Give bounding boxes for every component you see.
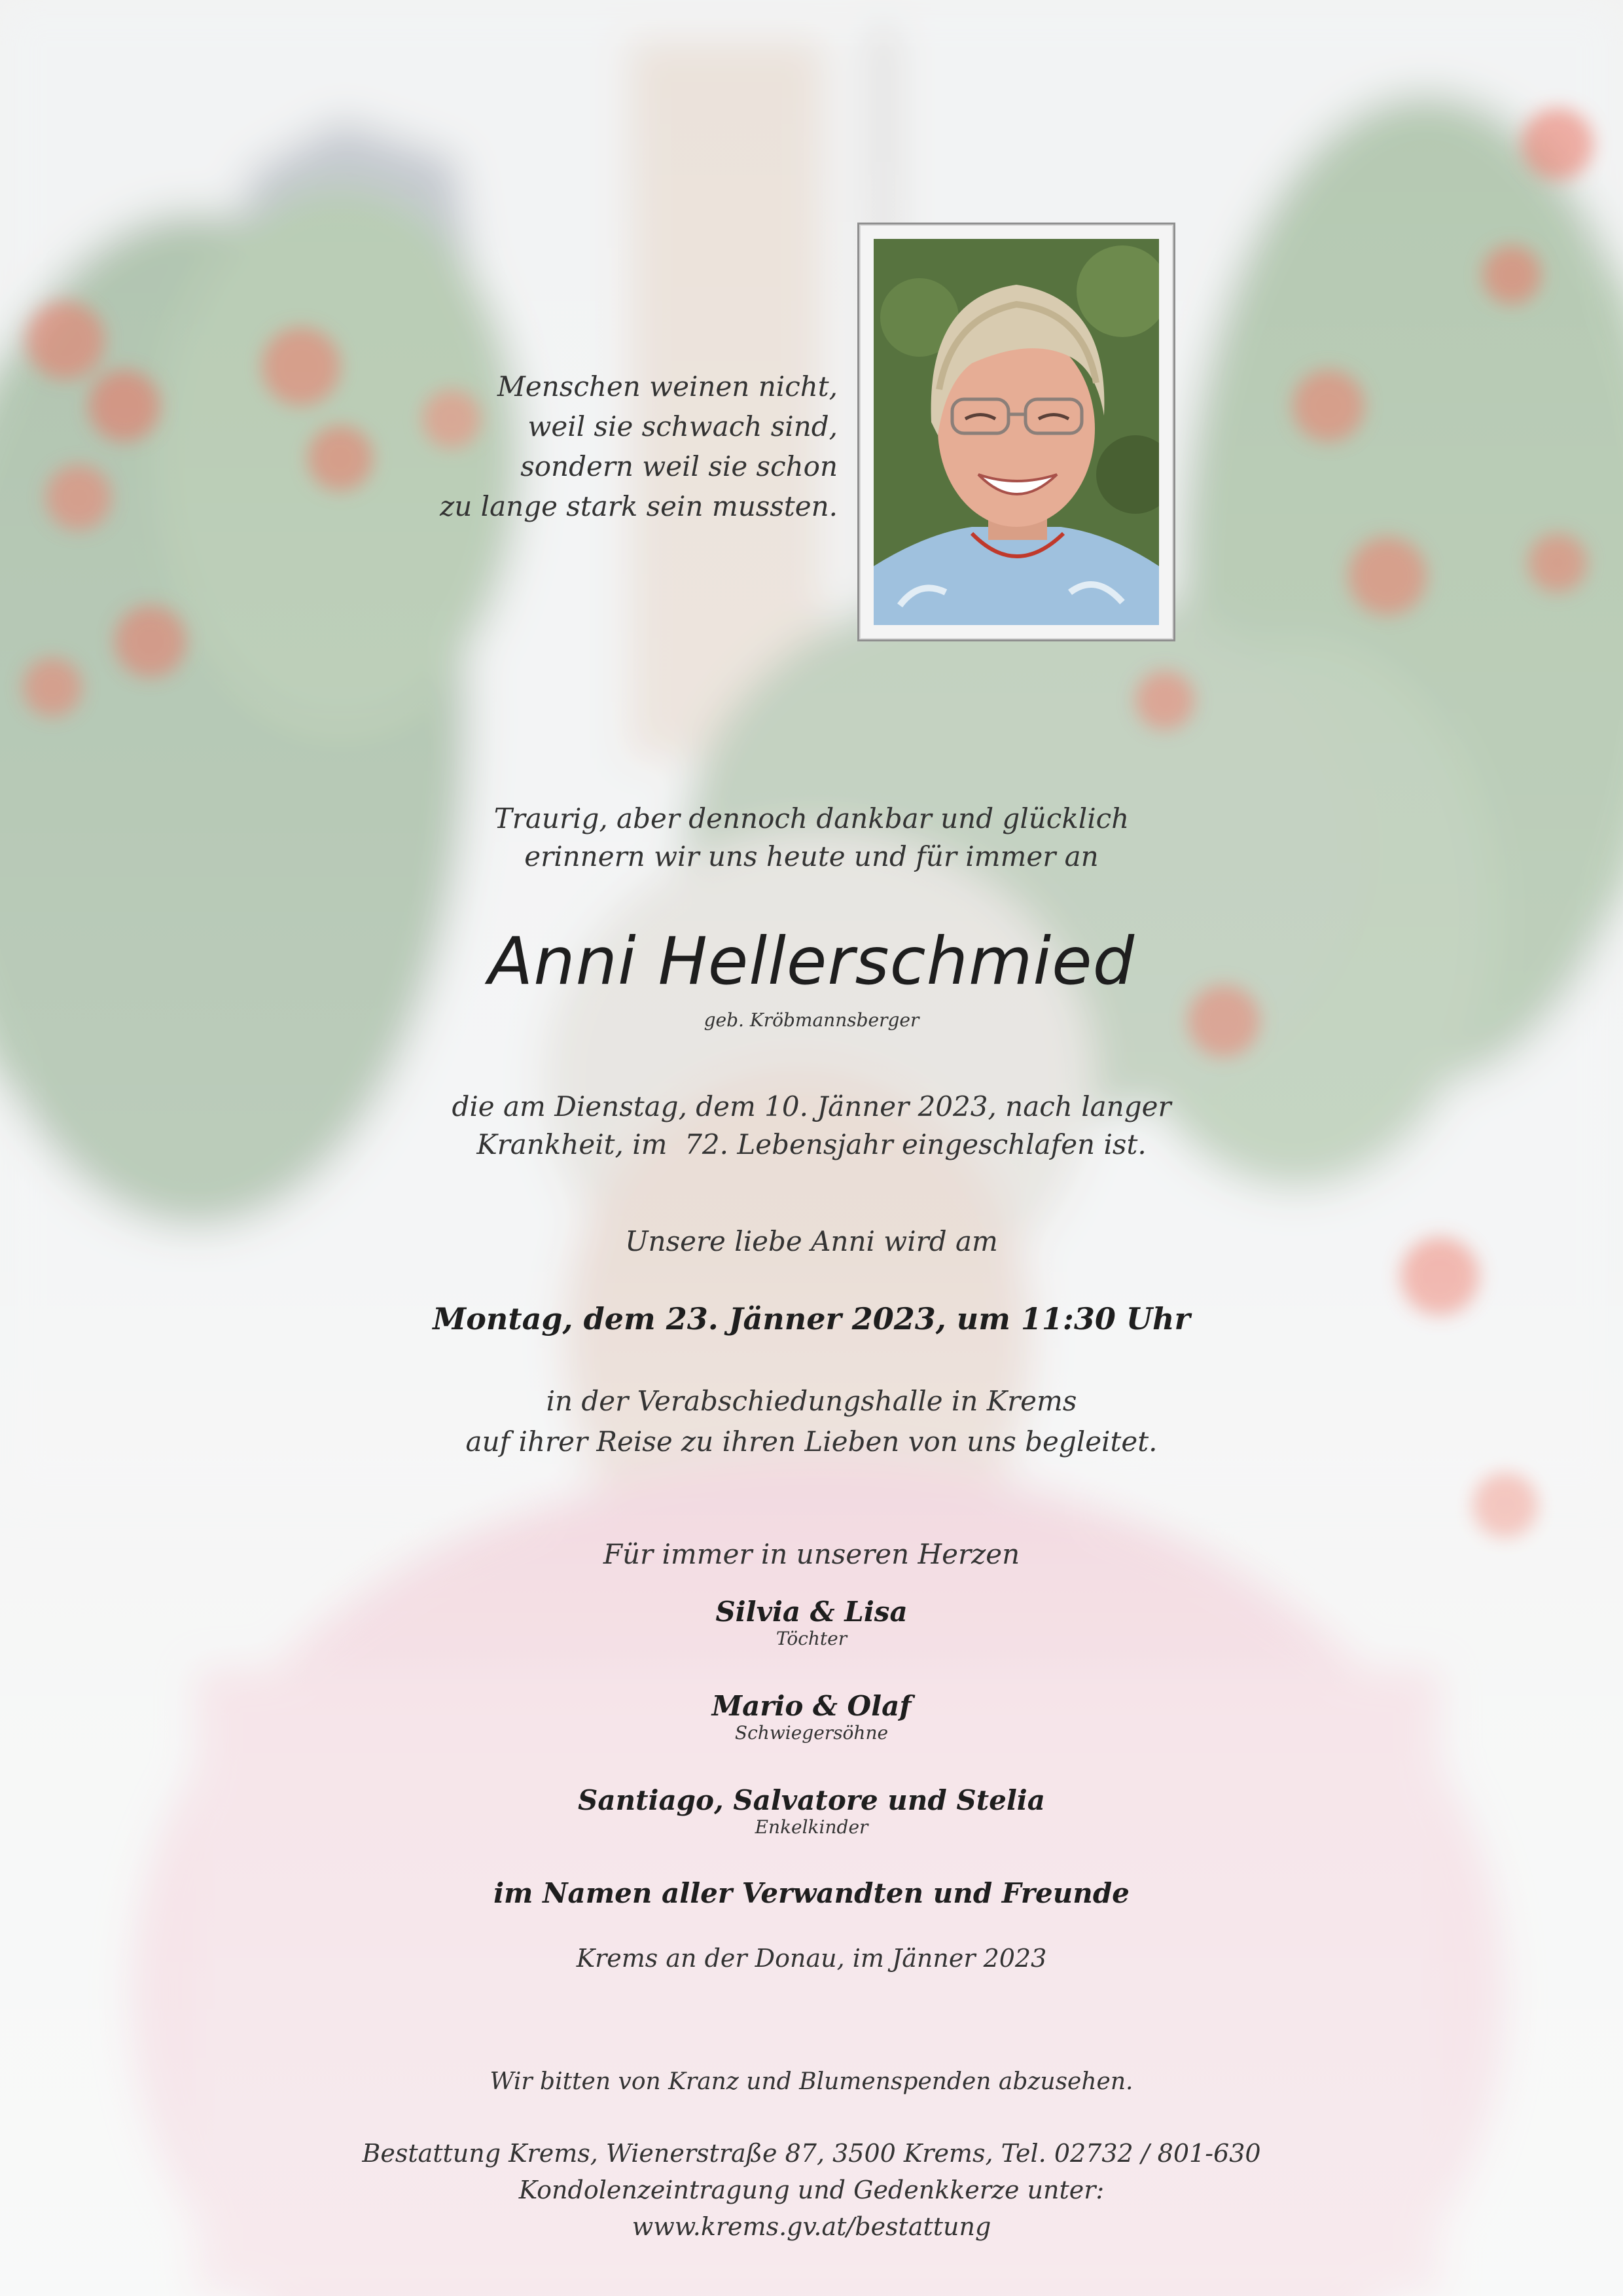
footer-website-link[interactable]: www.krems.gv.at/bestattung	[632, 2212, 991, 2241]
intro-line: erinnern wir uns heute und für immer an	[524, 840, 1099, 872]
ceremony-venue	[0, 1381, 1623, 1462]
death-notice-line: Krankheit, im 72. Lebensjahr eingeschlafen ist.	[476, 1128, 1147, 1160]
quote-line: weil sie schwach sind,	[527, 410, 838, 442]
footer-condolence: Kondolenzeintragung und Gedenkkerze unter:	[518, 2176, 1105, 2204]
quote-line: sondern weil sie schon	[520, 450, 838, 482]
maiden-name: geb. Kröbmannsberger	[704, 1009, 919, 1031]
mourner-relation: Schwiegersöhne	[734, 1722, 889, 1744]
portrait-photo	[874, 239, 1159, 625]
mourner-relation: Töchter	[776, 1628, 847, 1649]
flower-request: Wir bitten von Kranz und Blumenspenden abzusehen.	[490, 2068, 1133, 2095]
intro-text	[0, 800, 1623, 876]
death-notice	[0, 1088, 1623, 1164]
venue-line: auf ihrer Reise zu ihren Lieben von uns begleitet.	[465, 1426, 1158, 1458]
closing-line: Für immer in unseren Herzen	[603, 1538, 1020, 1570]
quote-line: zu lange stark sein mussten.	[440, 490, 838, 522]
mourner-group	[0, 1690, 1623, 1744]
intro-line: Traurig, aber dennoch dankbar und glücklich	[493, 802, 1130, 834]
venue-line: in der Verabschiedungshalle in Krems	[546, 1385, 1077, 1417]
mourner-group	[0, 1596, 1623, 1649]
footer-address: Bestattung Krems, Wienerstraße 87, 3500 Krems, Tel. 02732 / 801-630	[362, 2139, 1261, 2168]
on-behalf-line: im Namen aller Verwandten und Freunde	[493, 1877, 1130, 1909]
farewell-intro: Unsere liebe Anni wird am	[625, 1225, 998, 1257]
place-date: Krems an der Donau, im Jänner 2023	[576, 1944, 1047, 1973]
quote-line: Menschen weinen nicht,	[497, 370, 838, 403]
death-notice-line: die am Dienstag, dem 10. Jänner 2023, nach langer	[452, 1090, 1171, 1122]
mourner-relation: Enkelkinder	[755, 1816, 868, 1838]
mourner-names: Silvia & Lisa	[715, 1596, 908, 1628]
memorial-quote	[366, 367, 838, 526]
mourner-names: Santiago, Salvatore und Stelia	[578, 1784, 1045, 1816]
portrait-frame	[857, 223, 1175, 641]
mourner-group	[0, 1784, 1623, 1838]
funeral-home-footer	[0, 2135, 1623, 2245]
deceased-name: Anni Hellerschmied	[488, 923, 1135, 999]
ceremony-datetime: Montag, dem 23. Jänner 2023, um 11:30 Uhr	[433, 1301, 1190, 1336]
mourner-names: Mario & Olaf	[711, 1690, 912, 1722]
